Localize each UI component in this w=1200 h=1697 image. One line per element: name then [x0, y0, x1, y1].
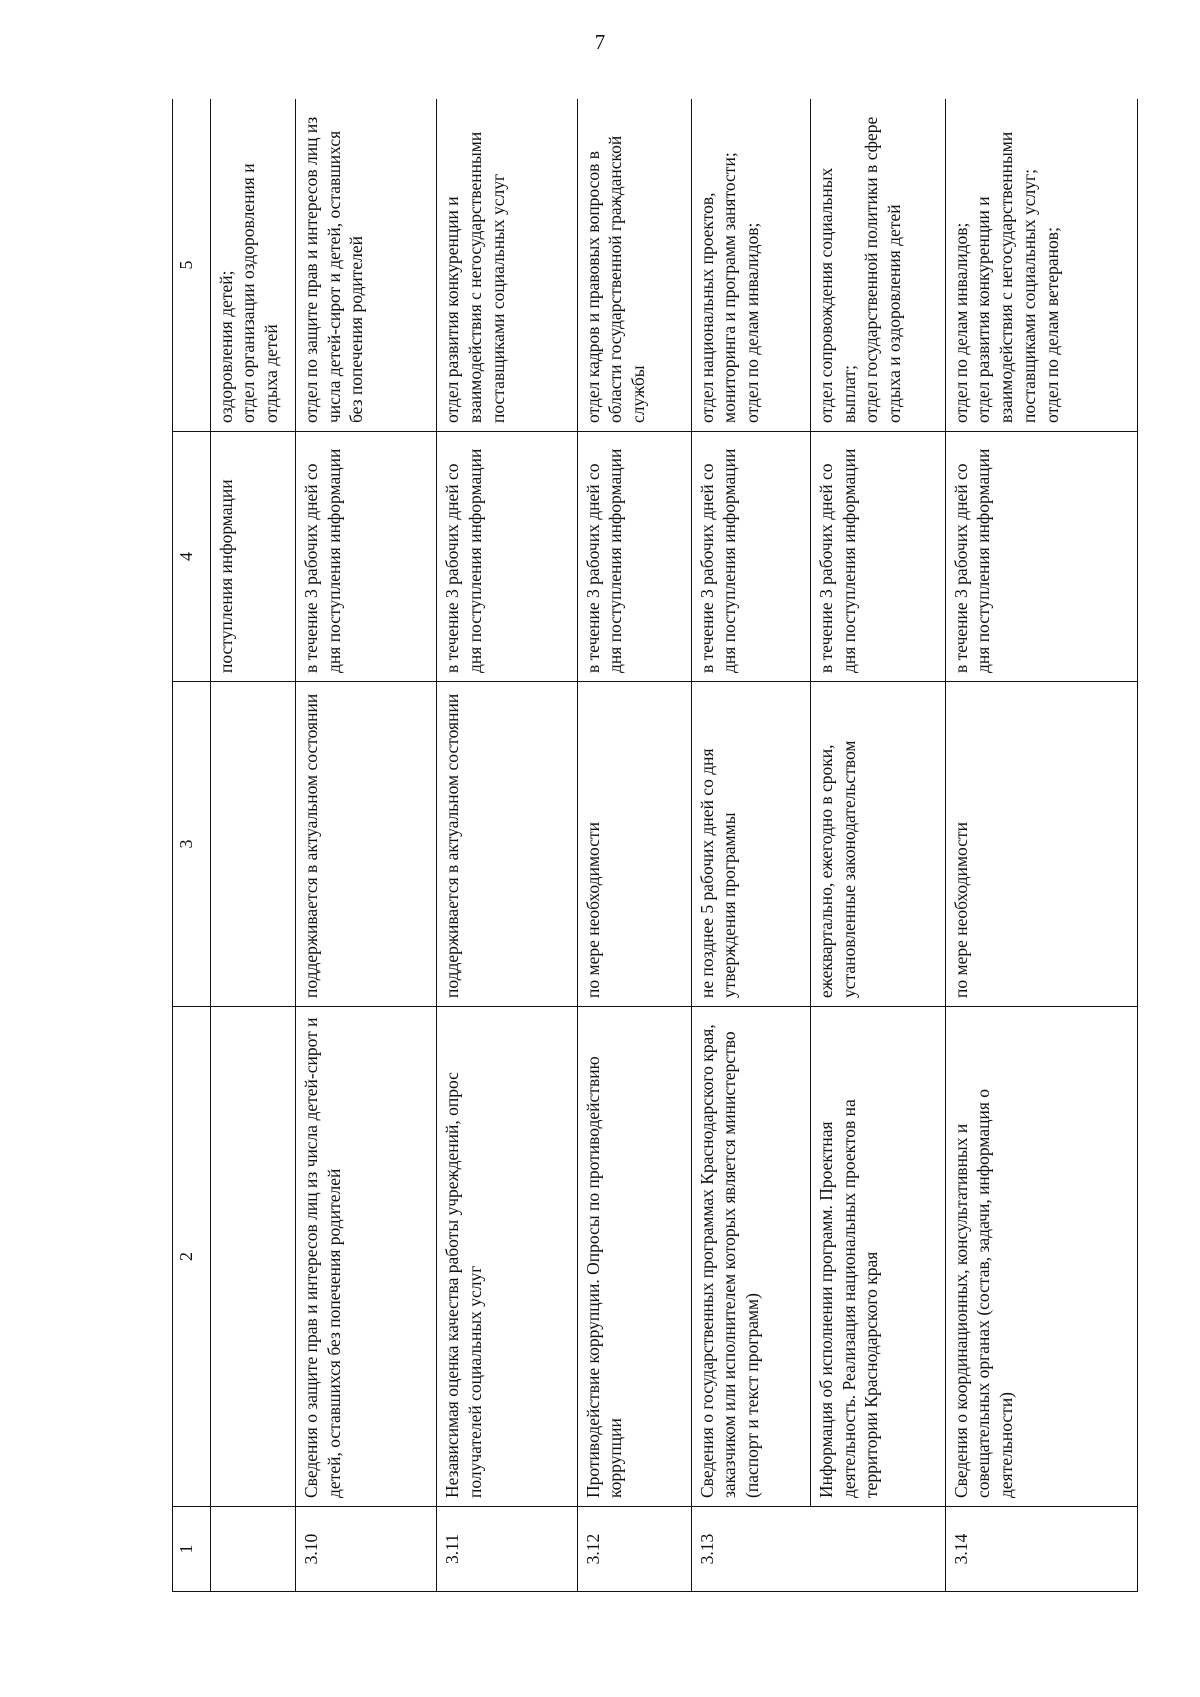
row-description: Информация об исполнении программ. Проектная деятельность. Реализация национальных проектов на территории Краснодарского края	[810, 1007, 945, 1507]
row-number: 3.12	[577, 1507, 691, 1592]
table-row	[437, 99, 577, 1592]
header-cell-3: 3	[173, 682, 211, 1007]
table-row	[295, 99, 436, 1592]
header-cell-1: 1	[173, 1507, 211, 1592]
responsible-line: отдел кадров и правовых вопросов в области государственной гражданской службы	[582, 135, 649, 423]
row-responsible	[437, 99, 577, 432]
row-deadline: в течение 3 рабочих дней со дня поступления информации	[691, 432, 810, 682]
row-description: Сведения о государственных программах Краснодарского края, заказчиком или исполнителем которых является министерство (паспорт и текст программ)	[691, 1007, 810, 1507]
row-description: Сведения о защите прав и интересов лиц из числа детей-сирот и детей, оставшихся без попечения родителей	[295, 1007, 436, 1507]
table-frame	[172, 99, 1138, 1592]
row-deadline: в течение 3 рабочих дней со дня поступления информации	[295, 432, 436, 682]
row-number: 3.13	[691, 1507, 945, 1592]
row-deadline: в течение 3 рабочих дней со дня поступления информации	[945, 432, 1137, 682]
responsible-line: отдел по делам ветеранов;	[1041, 227, 1062, 423]
row-deadline: в течение 3 рабочих дней со дня поступления информации	[577, 432, 691, 682]
row-number: 3.11	[437, 1507, 577, 1592]
responsible-line: отдел развития конкуренции и взаимодействия с негосударственными поставщиками социальных услуг;	[973, 131, 1039, 423]
responsible-line: отдел по делам инвалидов;	[950, 222, 971, 423]
row-number: 3.14	[945, 1507, 1137, 1592]
row-responsible	[295, 99, 436, 432]
responsible-line: отдел организации оздоровления и отдыха детей	[238, 163, 282, 423]
row-deadline: поступления информации	[210, 432, 295, 682]
row-schedule: по мере необходимости	[577, 682, 691, 1007]
responsible-line: отдел национальных проектов, мониторинга и программ занятости;	[696, 152, 740, 423]
row-schedule: поддерживается в актуальном состоянии	[295, 682, 436, 1007]
header-cell-2: 2	[173, 1007, 211, 1507]
row-schedule: не позднее 5 рабочих дней со дня утверждения программы	[691, 682, 810, 1007]
responsible-line: отдел сопровождения социальных выплат;	[815, 167, 859, 423]
responsible-line: отдел государственной политики в сфере отдыха и оздоровления детей	[861, 116, 905, 423]
row-deadline: в течение 3 рабочих дней со дня поступления информации	[437, 432, 577, 682]
row-deadline: в течение 3 рабочих дней со дня поступления информации	[810, 432, 945, 682]
page-number: 7	[594, 30, 606, 54]
row-responsible	[691, 99, 810, 432]
row-schedule: поддерживается в актуальном состоянии	[437, 682, 577, 1007]
table-row	[691, 99, 810, 1592]
info-table	[172, 99, 1138, 1592]
table-row	[577, 99, 691, 1592]
table-row	[210, 99, 295, 1592]
row-schedule	[210, 682, 295, 1007]
row-description	[210, 1007, 295, 1507]
header-cell-4: 4	[173, 432, 211, 682]
row-responsible	[810, 99, 945, 432]
row-description: Сведения о координационных, консультативных и совещательных органах (состав, задачи, информация о деятельности)	[945, 1007, 1137, 1507]
responsible-line: отдел развития конкуренции и взаимодействия с негосударственными поставщиками социальных услуг	[442, 131, 508, 423]
row-description: Независимая оценка качества работы учреждений, опрос получателей социальных услуг	[437, 1007, 577, 1507]
table-row	[810, 99, 945, 1592]
responsible-line: отдел по защите прав и интересов лиц из числа детей-сирот и детей, оставшихся без попечения родителей	[300, 116, 367, 423]
row-responsible	[577, 99, 691, 432]
header-cell-5: 5	[173, 99, 211, 432]
row-schedule: ежеквартально, ежегодно в сроки, установленные законодательством	[810, 682, 945, 1007]
row-number	[210, 1507, 295, 1592]
row-responsible	[210, 99, 295, 432]
row-responsible	[945, 99, 1137, 432]
row-description: Противодействие коррупции. Опросы по противодействию коррупции	[577, 1007, 691, 1507]
table-row	[945, 99, 1137, 1592]
responsible-line: оздоровления детей;	[215, 270, 236, 423]
row-schedule: по мере необходимости	[945, 682, 1137, 1007]
row-number: 3.10	[295, 1507, 436, 1592]
responsible-line: отдел по делам инвалидов;	[742, 222, 762, 423]
rotated-table-container	[172, 99, 1138, 1592]
header-row	[173, 99, 211, 1592]
